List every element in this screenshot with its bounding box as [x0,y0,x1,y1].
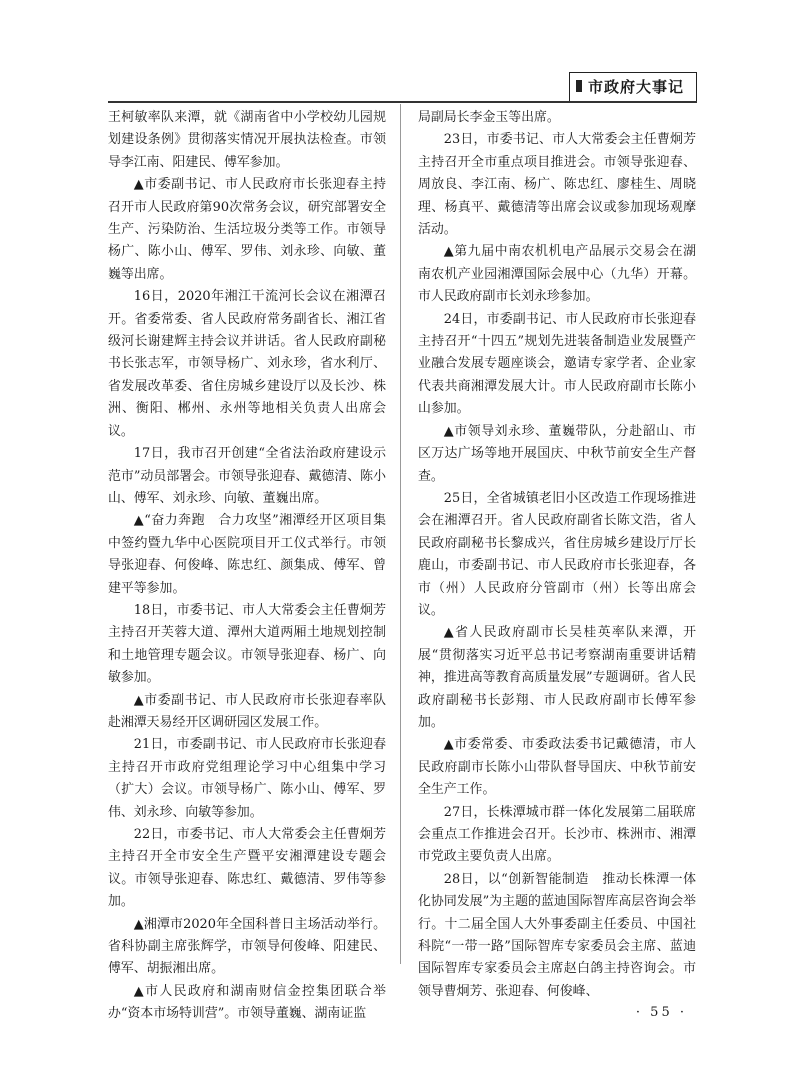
right-column [418,107,696,1003]
paragraph: 28日，以“创新智能制造 推动长株潭一体化协同发展”为主题的蓝迪国际智库高层咨询会举行。十二届全国人大外事委副主任委员、中国社科院“一带一路”国际智库专家委员会主席、蓝迪国际智库专家委员会主席赵白鸽主持咨询会。市领导曹炯芳、张迎春、何俊峰、 [418,871,696,999]
paragraph: 16日，2020年湘江干流河长会议在湘潭召开。省委常委、省人民政府常务副省长、湘江省级河长谢建辉主持会议并讲话。省人民政府副秘书长张志军，市领导杨广、刘永珍，省水利厅、省发展改革委、省住房城乡建设厅以及长沙、株洲、衡阳、郴州、永州等地相关负责人出席会议。 [108,289,386,439]
left-column [108,107,386,1026]
paragraph: ▲市领导刘永珍、董巍带队，分赴韶山、市区万达广场等地开展国庆、中秋节前安全生产督查。 [418,423,696,484]
paragraph: 25日，全省城镇老旧小区改造工作现场推进会在湘潭召开。省人民政府副省长陈文浩，省人民政府副秘书长黎成兴，省住房城乡建设厅厅长鹿山，市委副书记、市人民政府市长张迎春，各市（州）人民政府分管副市（州）长等出席会议。 [418,490,696,618]
paragraph: 21日，市委副书记、市人民政府市长张迎春主持召开市政府党组理论学习中心组集中学习（扩大）会议。市领导杨广、陈小山、傅军、罗伟、刘永珍、向敏等参加。 [108,737,386,820]
paragraph: ▲第九届中南农机机电产品展示交易会在湖南农机产业园湘潭国际会展中心（九华）开幕。市人民政府副市长刘永珍参加。 [418,244,696,305]
section-header [569,72,697,102]
paragraph: 27日，长株潭城市群一体化发展第二届联席会重点工作推进会召开。长沙市、株洲市、湘潭市党政主要负责人出席。 [418,804,696,865]
paragraph: ▲市人民政府和湖南财信金控集团联合举办“资本市场特训营”。市领导董巍、湖南证监 [108,983,386,1022]
paragraph: 17日，我市召开创建“全省法治政府建设示范市”动员部署会。市领导张迎春、戴德清、陈小山、傅军、刘永珍、向敏、董巍出席。 [108,446,386,506]
paragraph: 24日，市委副书记、市人民政府市长张迎春主持召开“十四五”规划先进装备制造业发展暨产业融合发展专题座谈会，邀请专家学者、企业家代表共商湘潭发展大计。市人民政府副市长陈小山参加。 [418,311,696,417]
section-title: 市政府大事记 [587,78,684,96]
column-divider [400,104,401,964]
paragraph: ▲湘潭市2020年全国科普日主场活动举行。省科协副主席张辉学，市领导何俊峰、阳建民、傅军、胡振湘出席。 [108,916,386,977]
paragraph: ▲“奋力奔跑 合力攻坚”湘潭经开区项目集中签约暨九华中心医院项目开工仪式举行。市领导张迎春、何俊峰、陈忠红、颜集成、傅军、曾建平等参加。 [108,513,386,596]
paragraph: 局副局长李金玉等出席。 [418,110,560,125]
paragraph: 23日，市委书记、市人大常委会主任曹炯芳主持召开全市重点项目推进会。市领导张迎春、周放良、李江南、杨广、陈忠红、廖桂生、周晓理、杨真平、戴德清等出席会议或参加现场观摩活动。 [418,132,696,238]
paragraph: 22日，市委书记、市人大常委会主任曹炯芳主持召开全市安全生产暨平安湘潭建设专题会议。市领导张迎春、陈忠红、戴德清、罗伟等参加。 [108,827,386,910]
paragraph: 王柯敏率队来潭，就《湖南省中小学校幼儿园规划建设条例》贯彻落实情况开展执法检查。市领导李江南、阳建民、傅军参加。 [108,110,386,170]
paragraph: ▲省人民政府副市长吴桂英率队来潭，开展“贯彻落实习近平总书记考察湖南重要讲话精神，推进高等教育高质量发展”专题调研。省人民政府副秘书长彭翔、市人民政府副市长傅军参加。 [418,625,696,730]
page-number: · 55 · [635,1005,687,1020]
paragraph: ▲市委常委、市委政法委书记戴德清，市人民政府副市长陈小山带队督导国庆、中秋节前安全生产工作。 [418,737,696,798]
paragraph: ▲市委副书记、市人民政府市长张迎春率队赴湘潭天易经开区调研园区发展工作。 [108,692,386,730]
paragraph: ▲市委副书记、市人民政府市长张迎春主持召开市人民政府第90次常务会议，研究部署安全生产、污染防治、生活垃圾分类等工作。市领导杨广、陈小山、傅军、罗伟、刘永珍、向敏、董巍等出席。 [108,177,386,282]
paragraph: 18日，市委书记、市人大常委会主任曹炯芳主持召开芙蓉大道、潭州大道两厢土地规划控制和土地管理专题会议。市领导张迎春、杨广、向敏参加。 [108,602,386,686]
header-rule [108,101,697,103]
